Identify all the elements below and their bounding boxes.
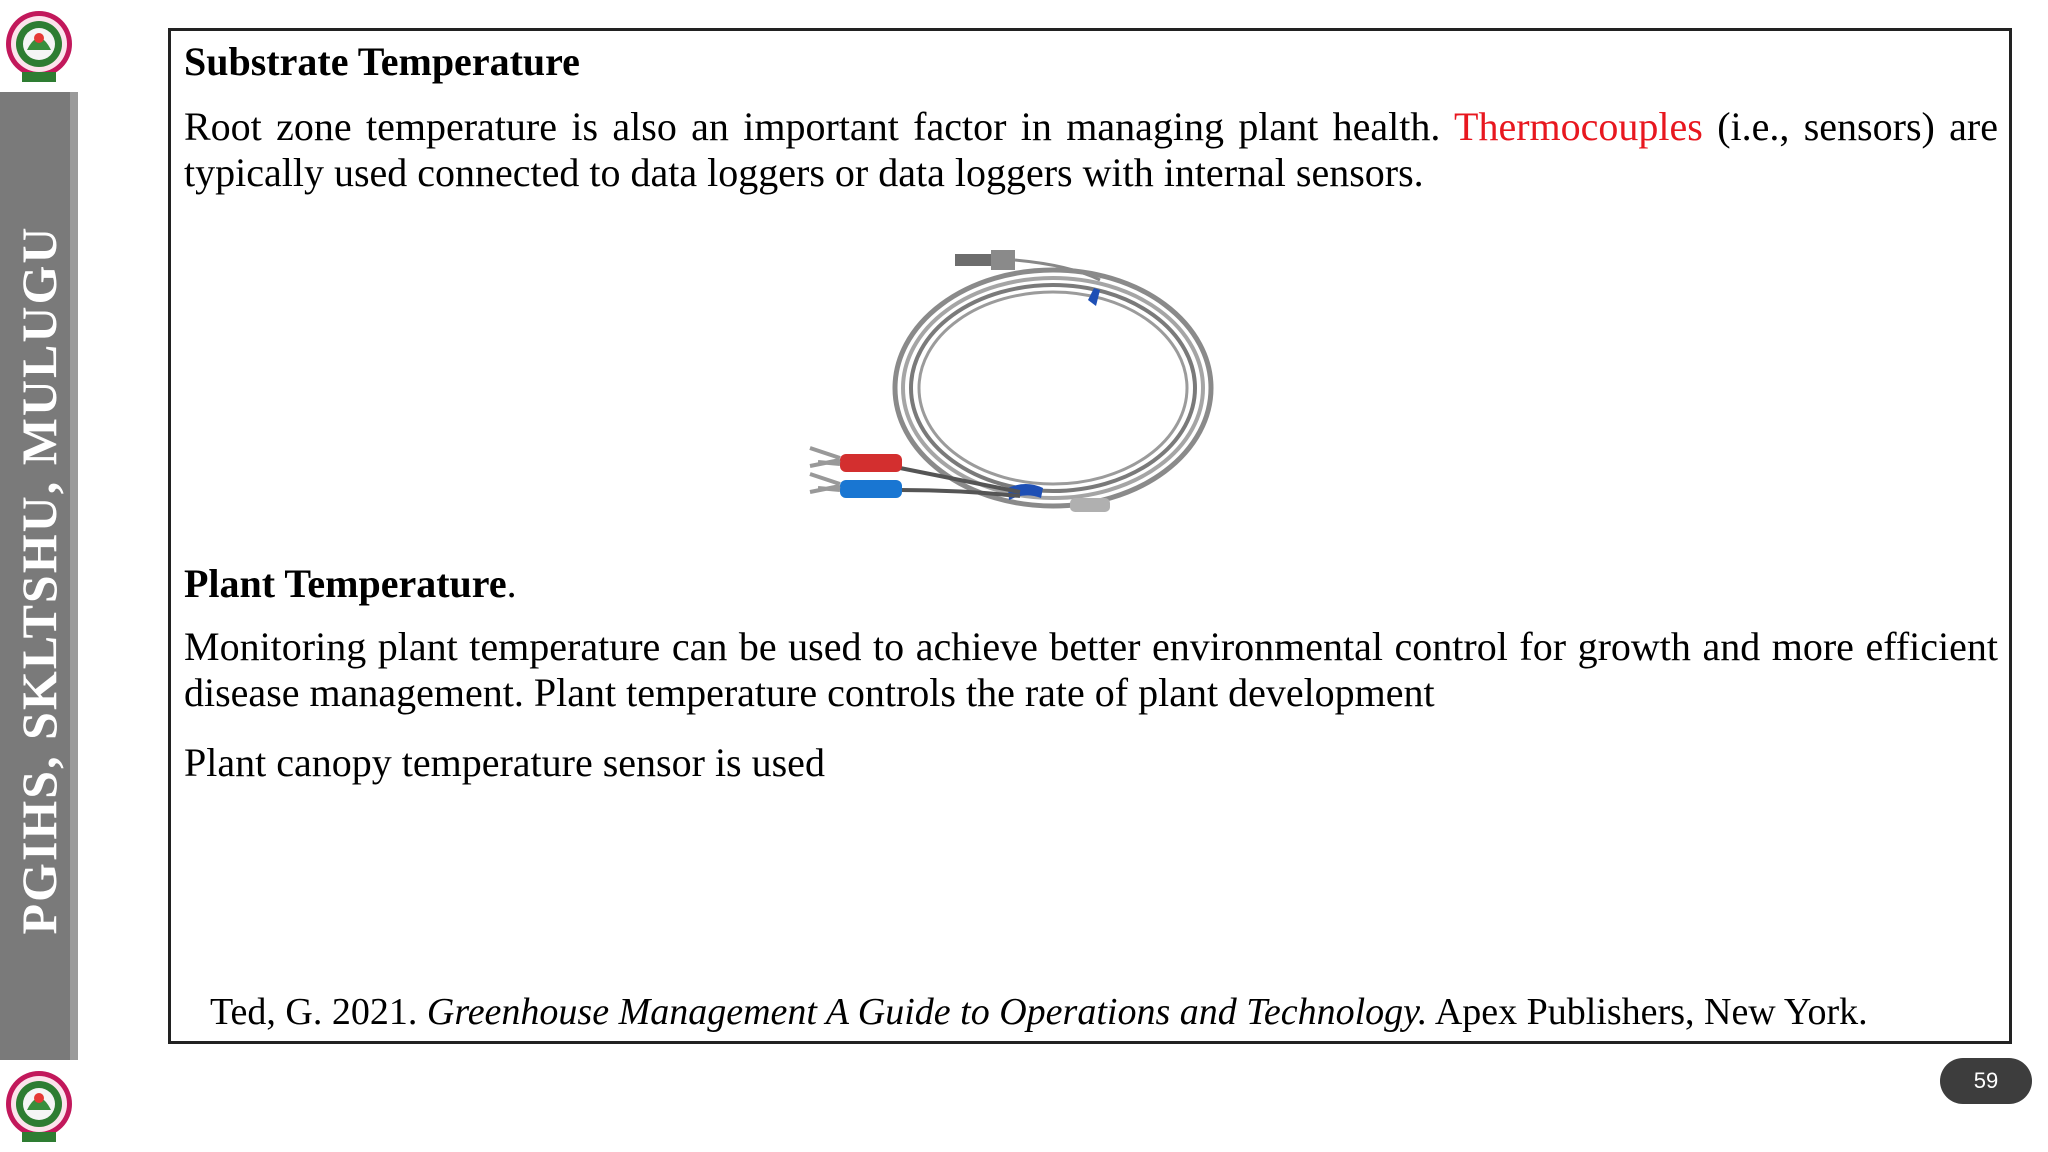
reference-authors: Ted, G. 2021. xyxy=(210,991,427,1033)
substrate-temperature-heading: Substrate Temperature xyxy=(184,39,580,84)
blue-wire-terminal xyxy=(840,480,902,498)
sensor-nut xyxy=(991,250,1015,270)
institution-title: PGIHS, SKLTSHU, MULUGU xyxy=(11,225,67,935)
side-bar-stripe xyxy=(70,0,78,1152)
institution-logo-top xyxy=(0,0,78,92)
page-number-badge: 59 xyxy=(1940,1058,2032,1104)
reference-publisher: Apex Publishers, New York. xyxy=(1427,991,1868,1033)
side-bar xyxy=(0,0,78,1152)
heading-period: . xyxy=(506,561,517,606)
sensor-probe-tip xyxy=(955,254,993,266)
substrate-temperature-paragraph xyxy=(184,104,1998,196)
reference-citation xyxy=(210,990,1868,1034)
institution-logo-bottom xyxy=(0,1060,78,1152)
paragraph-text: Root zone temperature is also an important factor in managing plant health. xyxy=(184,104,1455,149)
paragraph-text: (i.e., sensors) are typically used connected to data loggers or data loggers with internal sensors. xyxy=(184,104,1999,195)
cable-coil xyxy=(895,270,1211,506)
red-wire-terminal xyxy=(840,454,902,472)
reference-title: Greenhouse Management A Guide to Operations and Technology. xyxy=(426,991,1428,1033)
plant-temperature-heading xyxy=(184,560,517,607)
plant-temperature-heading-text: Plant Temperature xyxy=(184,561,507,606)
plant-temperature-paragraph-1: Monitoring plant temperature can be used to achieve better environmental control for growth and more efficient disease management. Plant temperature controls the rate of plant development xyxy=(184,624,1998,715)
thermocouples-highlight: Thermocouples xyxy=(1454,104,1703,149)
plant-temperature-paragraph-2: Plant canopy temperature sensor is used xyxy=(184,740,825,785)
thermocouple-sensor-image xyxy=(770,240,1230,520)
cable-tie-top xyxy=(1088,288,1100,306)
university-emblem-icon xyxy=(4,1066,74,1146)
university-emblem-icon xyxy=(4,6,74,86)
